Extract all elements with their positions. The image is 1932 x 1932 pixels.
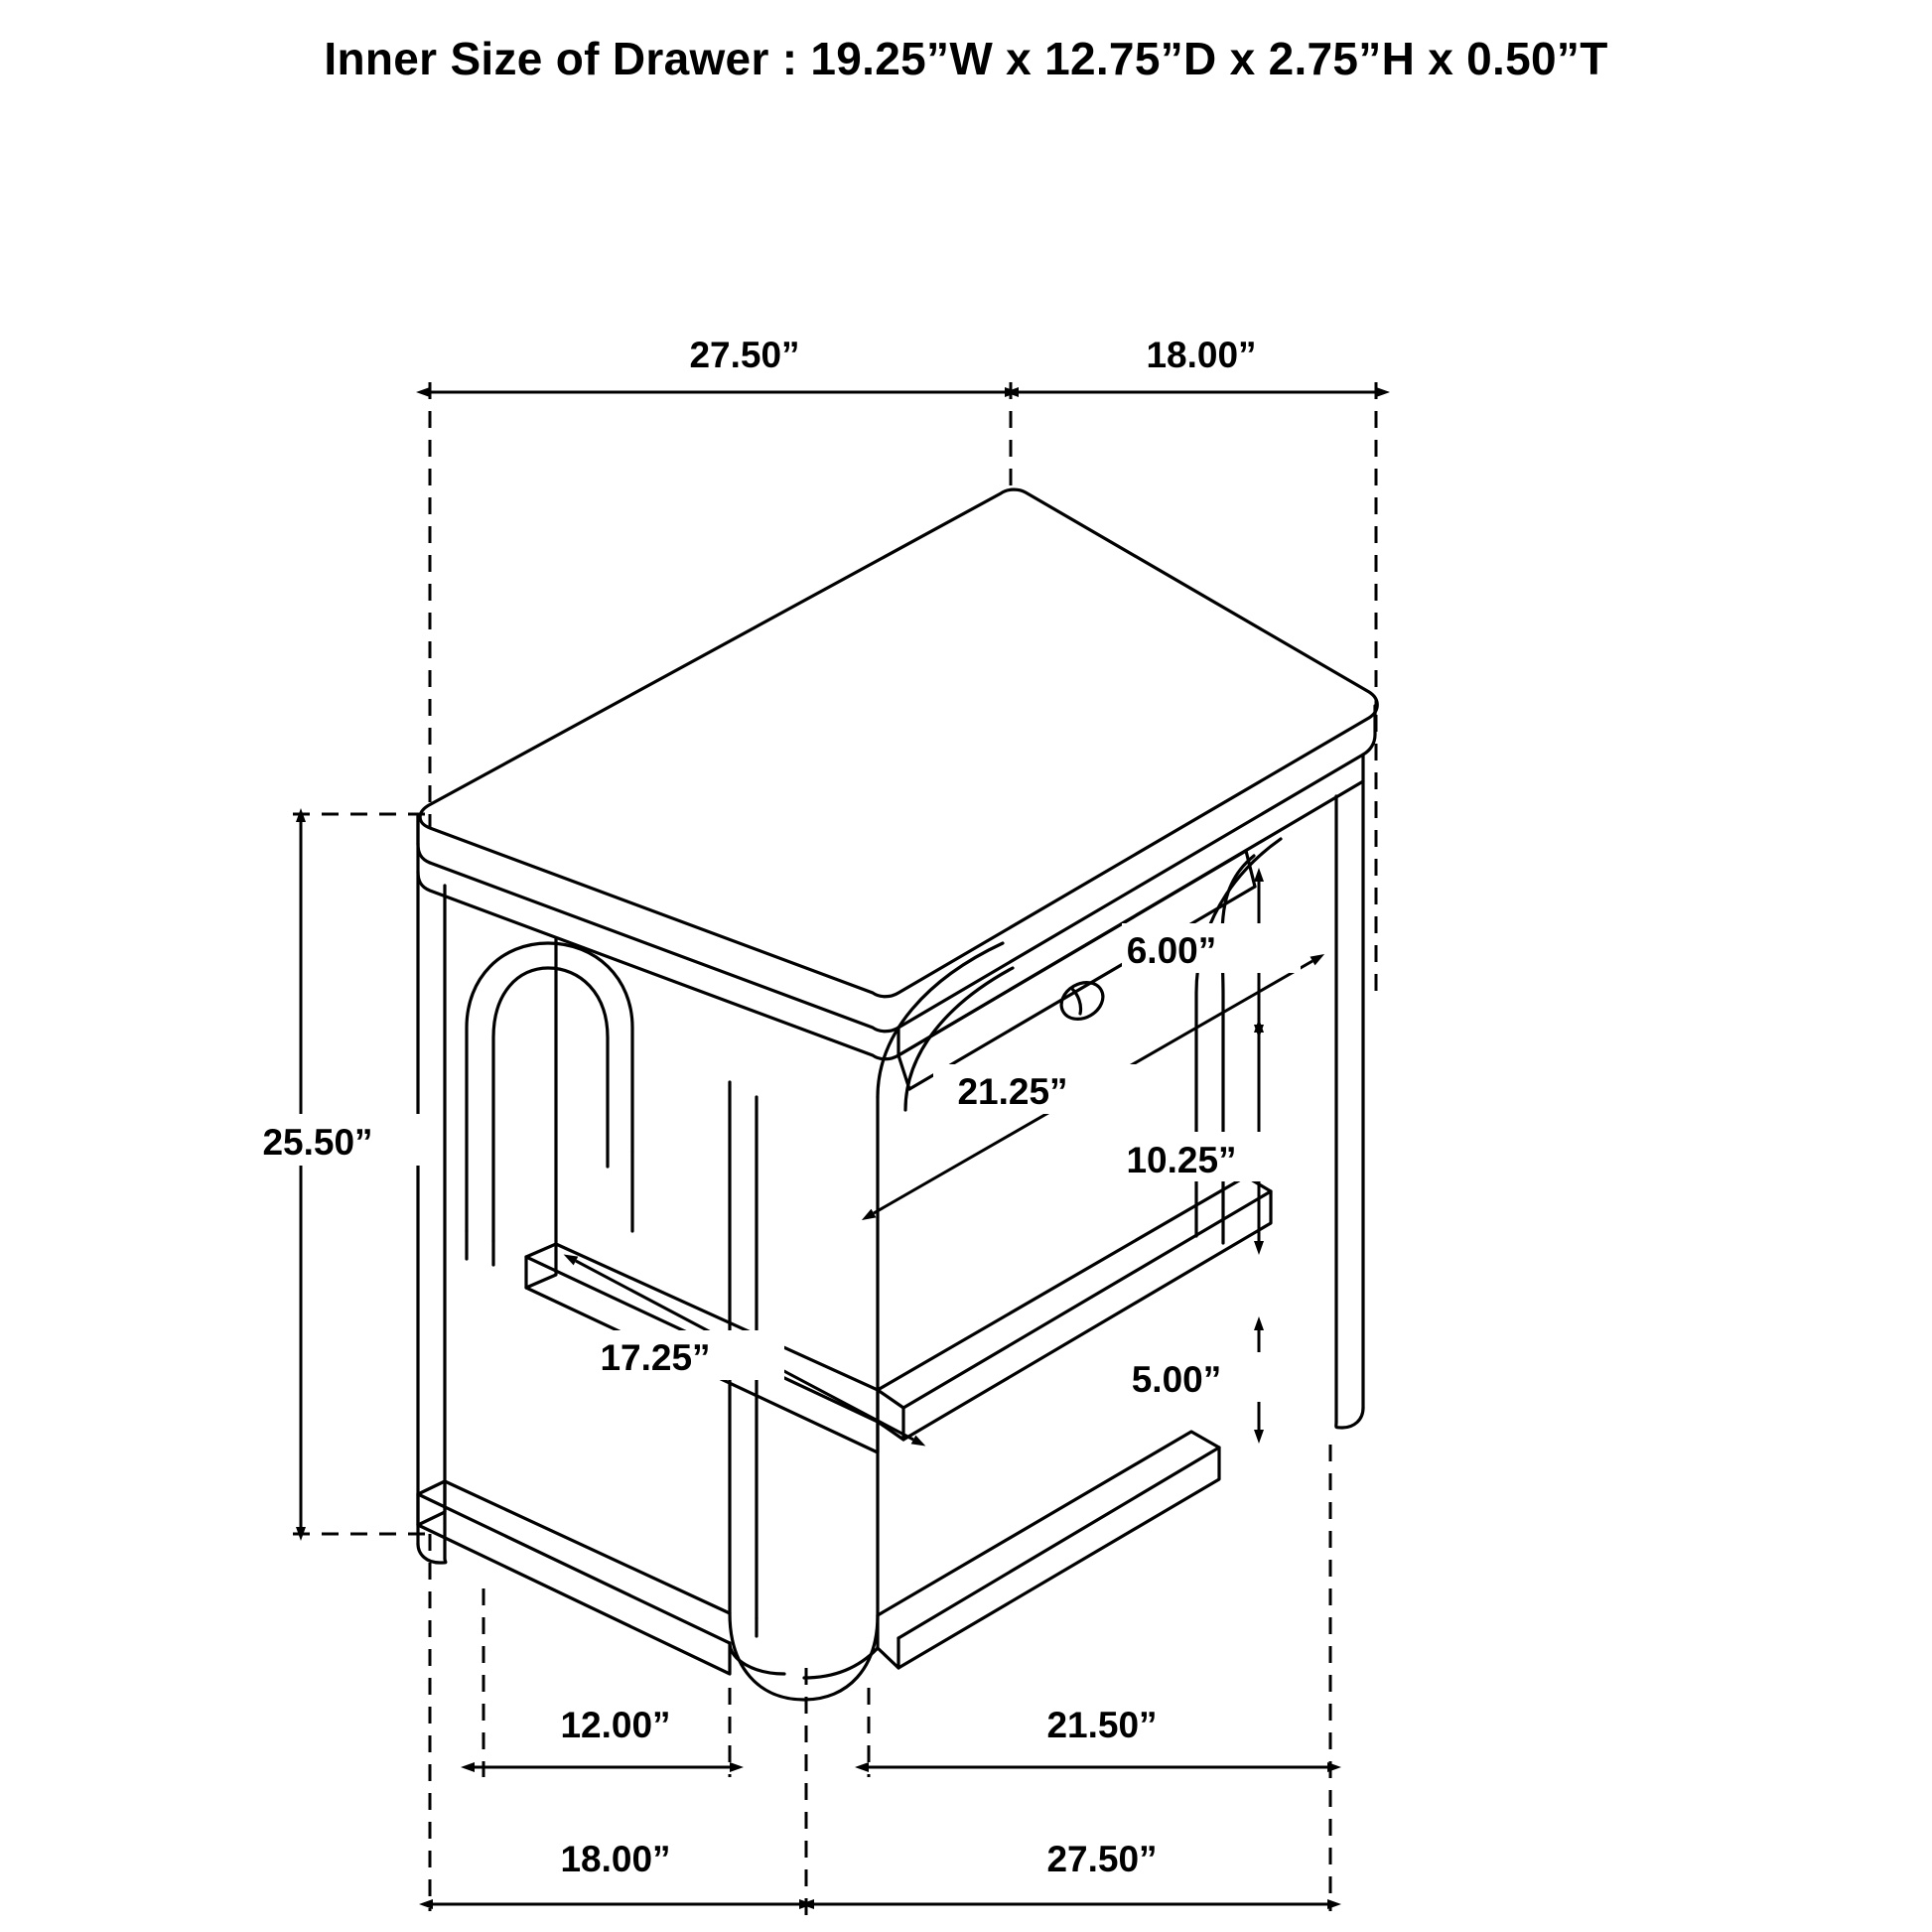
- dimtext-bottom-clearance: 5.00”: [1131, 1359, 1222, 1400]
- dimtext-top-left: 27.50”: [689, 335, 800, 375]
- dimtext-shelf-width: 21.25”: [957, 1071, 1068, 1112]
- page-title: Inner Size of Drawer : 19.25”W x 12.75”D x 2.75”H x 0.50”T: [324, 33, 1608, 84]
- dimtext-drawer-height: 6.00”: [1126, 930, 1217, 971]
- dimtext-side-shelf-width: 17.25”: [600, 1337, 711, 1378]
- dimtext-left-height: 25.50”: [262, 1122, 373, 1163]
- dimtext-bottom-front-right: 21.50”: [1046, 1705, 1158, 1745]
- dimtext-bottom-front-left: 12.00”: [560, 1705, 671, 1745]
- dimension-labels: [243, 328, 1330, 1881]
- dimtext-top-right: 18.00”: [1146, 335, 1257, 375]
- dimtext-bottom-outer-right: 27.50”: [1046, 1839, 1158, 1879]
- dimtext-bottom-outer-left: 18.00”: [560, 1839, 671, 1879]
- table-illustration: [418, 485, 1377, 1700]
- dimtext-shelf-gap: 10.25”: [1126, 1140, 1237, 1180]
